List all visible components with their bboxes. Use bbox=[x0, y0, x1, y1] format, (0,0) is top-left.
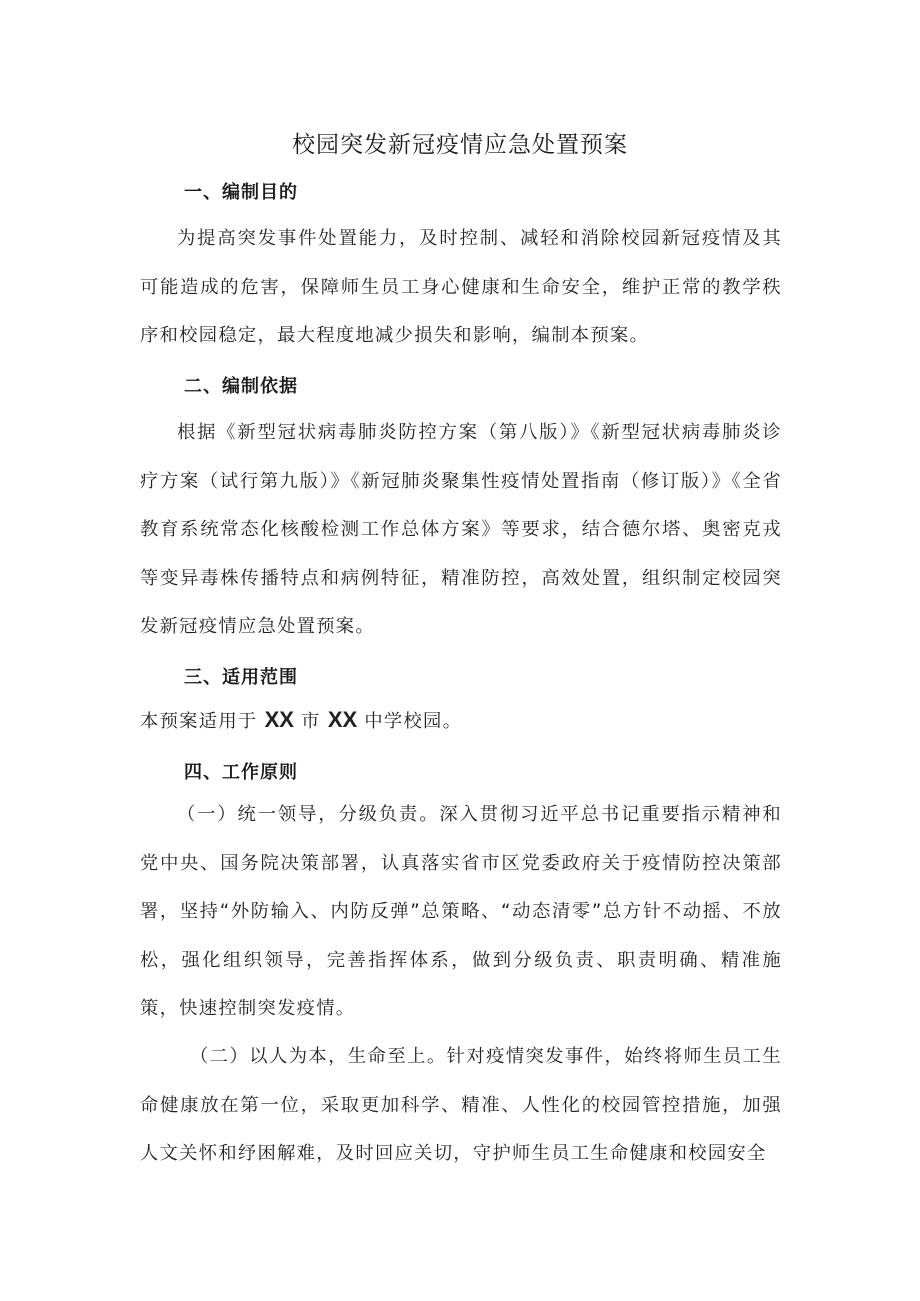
principle-paragraph-1: （一）统一领导，分级负责。深入贯彻习近平总书记重要指示精神和党中央、国务院决策部署，认真落实省市区党委政府关于疫情防控决策部署，坚持“外防输入、内防反弹”总策略、“动态清零”总方针不动摇、不放松，强化组织领导，完善指挥体系，做到分级负责、职责明确、精准施策，快速控制突发疫情。 bbox=[140, 804, 782, 1020]
section-paragraph-purpose: 为提高突发事件处置能力，及时控制、减轻和消除校园新冠疫情及其可能造成的危害，保障师生员工身心健康和生命安全，维护正常的教学秩序和校园稳定，最大程度地减少损失和影响，编制本预案。 bbox=[140, 228, 782, 347]
scope-prefix: 本预案适用于 bbox=[140, 711, 258, 732]
section-heading-basis: 二、编制依据 bbox=[184, 376, 298, 397]
section-paragraph-scope bbox=[140, 696, 782, 747]
scope-school-unit: 中学校园。 bbox=[364, 711, 463, 732]
principle-paragraph-2: （二）以人为本，生命至上。针对疫情突发事件，始终将师生员工生命健康放在第一位，采取更加科学、精准、人性化的校园管控措施，加强人文关怀和纾困解难，及时回应关切，守护师生员工生命健康和校园安全 bbox=[140, 1046, 782, 1165]
section-heading-purpose: 一、编制目的 bbox=[184, 182, 298, 203]
scope-school-placeholder: XX bbox=[327, 707, 358, 732]
document-title: 校园突发新冠疫情应急处置预案 bbox=[292, 132, 628, 158]
scope-city-unit: 市 bbox=[301, 711, 321, 732]
section-heading-scope: 三、适用范围 bbox=[184, 667, 298, 688]
section-paragraph-basis: 根据《新型冠状病毒肺炎防控方案（第八版）》《新型冠状病毒肺炎诊疗方案（试行第九版）》《新冠肺炎聚集性疫情处置指南（修订版）》《全省教育系统常态化核酸检测工作总体方案》等要求，结合德尔塔、奥密克戎等变异毒株传播特点和病例特征，精准防控，高效处置，组织制定校园突发新冠疫情应急处置预案。 bbox=[140, 422, 782, 638]
section-heading-principles: 四、工作原则 bbox=[184, 762, 298, 783]
scope-city-placeholder: XX bbox=[264, 707, 294, 732]
